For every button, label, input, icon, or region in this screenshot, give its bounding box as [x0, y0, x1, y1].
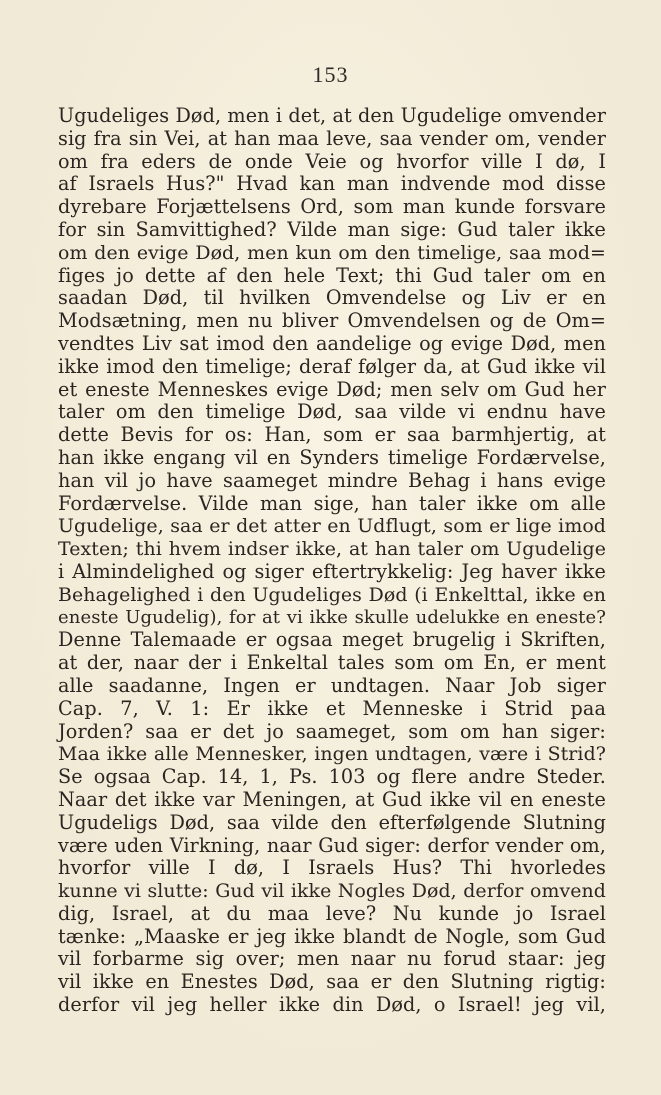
text-line: Ugudeligs Død, saa vilde den efterfølgende Slutning	[58, 810, 606, 834]
text-line: han ikke engang vil en Synders timelige Fordærvelse,	[58, 445, 606, 469]
text-line: Se ogsaa Cap. 14, 1, Ps. 103 og flere andre Steder.	[58, 765, 606, 789]
text-line: eneste Ugudelig), for at vi ikke skulle udelukke en eneste?	[58, 606, 606, 628]
text-line: Cap. 7, V. 1: Er ikke et Menneske i Strid paa	[58, 696, 606, 720]
text-line: Ugudelige, saa er det atter en Udflugt, som er lige imod	[58, 515, 606, 538]
text-line: dette Bevis for os: Han, som er saa barmhjertig, at	[58, 423, 606, 447]
text-line: om den evige Død, men kun om den timelige, saa mod=	[58, 241, 606, 264]
text-line: hvorfor ville I dø, I Israels Hus? Thi hvorledes	[58, 856, 606, 880]
text-line: at der, naar der i Enkeltal tales som om En, er ment	[58, 651, 606, 675]
text-line: dyrebare Forjættelsens Ord, som man kunde forsvare	[58, 195, 606, 219]
text-line: dig, Israel, at du maa leve? Nu kunde jo Israel	[58, 901, 606, 925]
text-line: ikke imod den timelige; deraf følger da, at Gud ikke vil	[58, 354, 606, 378]
text-line: alle saadanne, Ingen er undtagen. Naar Job siger	[58, 673, 606, 697]
text-line: være uden Virkning, naar Gud siger: derfor vender om,	[58, 833, 606, 857]
text-line: Naar det ikke var Meningen, at Gud ikke vil en eneste	[58, 787, 606, 811]
text-line: saadan Død, til hvilken Omvendelse og Liv er en	[58, 286, 606, 310]
text-line: Modsætning, men nu bliver Omvendelsen og de Om=	[58, 309, 606, 333]
text-line: Ugudeliges Død, men i det, at den Ugudelige omvender	[58, 104, 606, 127]
text-line: kunne vi slutte: Gud vil ikke Nogles Død, derfor omvend	[58, 880, 606, 903]
text-line: for sin Samvittighed? Vilde man sige: Gud taler ikke	[58, 217, 606, 241]
text-line: vil forbarme sig over; men naar nu forud staar: jeg	[58, 947, 606, 971]
text-line: Jorden? saa er det jo saameget, som om han siger:	[58, 719, 606, 743]
text-line: Denne Talemaade er ogsaa meget brugelig i Skriften,	[58, 628, 606, 652]
page-number: 153	[312, 62, 349, 87]
text-line: sig fra sin Vei, at han maa leve, saa vender om, vender	[58, 126, 606, 150]
text-line: tænke: „Maaske er jeg ikke blandt de Nogle, som Gud	[58, 924, 606, 948]
text-line: taler om den timelige Død, saa vilde vi endnu have	[58, 400, 606, 424]
text-line: Maa ikke alle Mennesker, ingen undtagen, være i Strid?	[58, 743, 606, 766]
text-line: vendtes Liv sat imod den aandelige og evige Død, men	[58, 331, 606, 355]
text-line: et eneste Menneskes evige Død; men selv om Gud her	[58, 377, 606, 401]
text-line: Texten; thi hvem indser ikke, at han taler om Ugudelige	[58, 538, 606, 561]
text-line: af Israels Hus?" Hvad kan man indvende mod disse	[58, 172, 606, 196]
body-text	[58, 105, 606, 1017]
text-line: i Almindelighed og siger eftertrykkelig: Jeg haver ikke	[58, 559, 606, 583]
text-line: han vil jo have saameget mindre Behag i hans evige	[58, 468, 606, 492]
text-line: Fordærvelse. Vilde man sige, han taler ikke om alle	[58, 491, 606, 515]
text-line: Behagelighed i den Ugudeliges Død (i Enkelttal, ikke en	[58, 583, 606, 606]
text-line: derfor vil jeg heller ikke din Død, o Israel! jeg vil,	[58, 993, 606, 1017]
text-line: om fra eders de onde Veie og hvorfor ville I dø, I	[58, 149, 606, 173]
text-line: vil ikke en Enestes Død, saa er den Slutning rigtig:	[58, 970, 606, 994]
text-line: figes jo dette af den hele Text; thi Gud taler om en	[58, 263, 606, 287]
